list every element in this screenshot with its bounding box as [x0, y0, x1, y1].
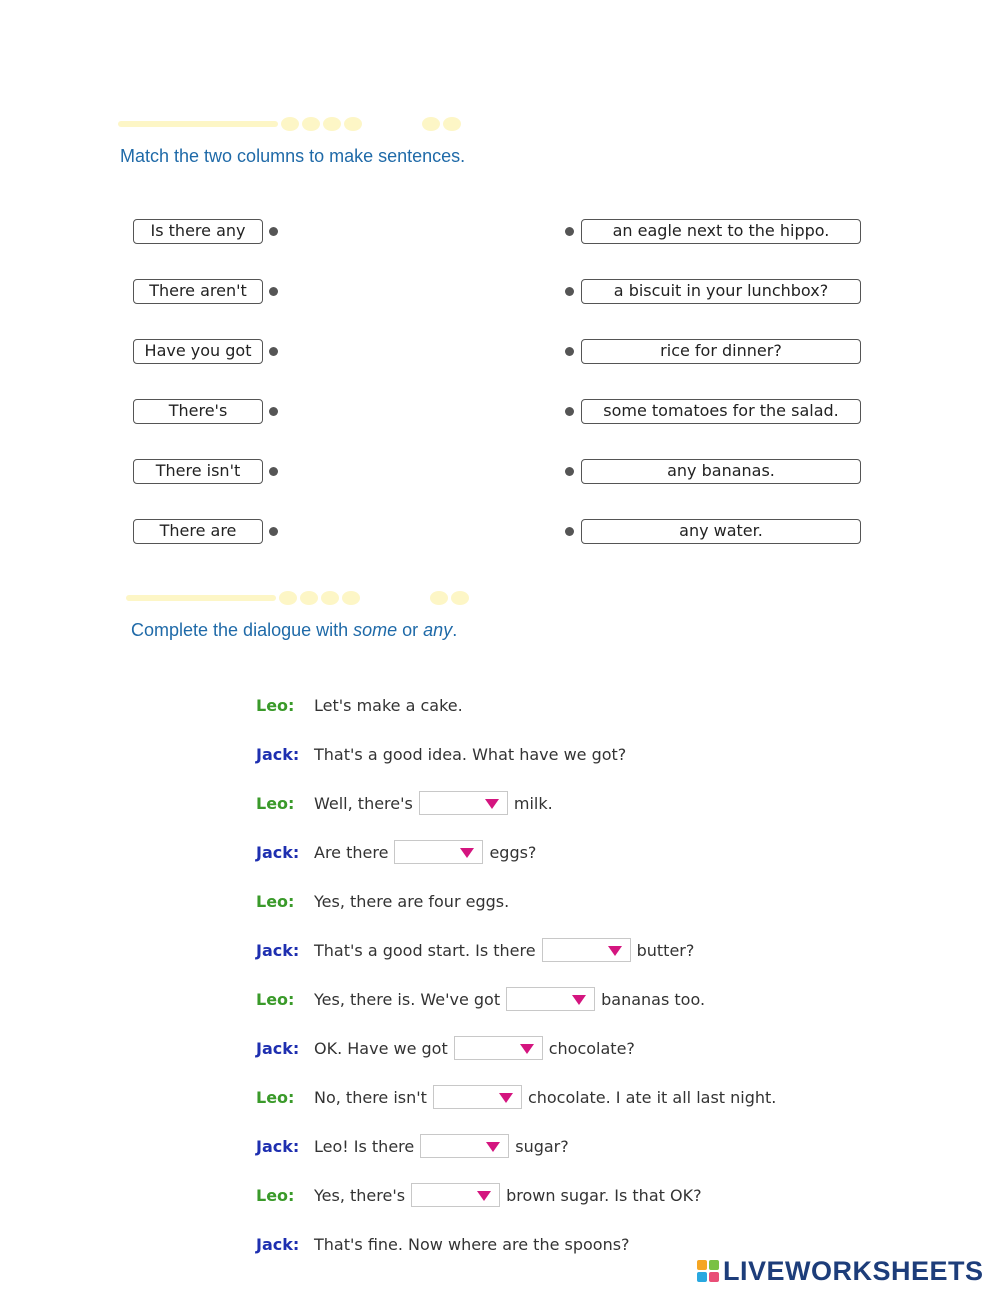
- speaker-leo: Leo:: [256, 1087, 295, 1107]
- match-point-left-2[interactable]: [269, 287, 278, 296]
- word-some: some: [353, 620, 398, 640]
- speaker-leo: Leo:: [256, 1185, 295, 1205]
- dropdown-arrow-icon: [485, 799, 499, 809]
- line-text-after: butter?: [636, 940, 695, 960]
- dropdown-arrow-icon: [460, 848, 474, 858]
- line-text-before: Yes, there is. We've got: [314, 989, 501, 1009]
- line-text-before: No, there isn't: [314, 1087, 427, 1107]
- line-text-after: brown sugar. Is that OK?: [506, 1185, 702, 1205]
- line-text-after: chocolate. I ate it all last night.: [527, 1087, 777, 1107]
- match-left-6[interactable]: There are: [133, 519, 263, 544]
- line-text: That's fine. Now where are the spoons?: [314, 1234, 630, 1254]
- speaker-jack: Jack:: [256, 1234, 300, 1254]
- speaker-leo: Leo:: [256, 891, 295, 911]
- dropdown-arrow-icon: [520, 1044, 534, 1054]
- match-point-right-4[interactable]: [565, 407, 574, 416]
- dropdown-arrow-icon: [608, 946, 622, 956]
- logo-text: LIVEWORKSHEETS: [723, 1255, 984, 1286]
- dialogue-line-9: [256, 1085, 776, 1109]
- match-point-left-3[interactable]: [269, 347, 278, 356]
- answer-dropdown-2[interactable]: [394, 840, 483, 864]
- speaker-jack: Jack:: [256, 1136, 300, 1156]
- match-left-4[interactable]: There's: [133, 399, 263, 424]
- match-right-5[interactable]: any bananas.: [581, 459, 861, 484]
- line-text-after: chocolate?: [548, 1038, 635, 1058]
- dialogue-line-4: [256, 840, 536, 864]
- match-point-left-4[interactable]: [269, 407, 278, 416]
- dropdown-arrow-icon: [572, 995, 586, 1005]
- match-right-3[interactable]: rice for dinner?: [581, 339, 861, 364]
- answer-dropdown-3[interactable]: [542, 938, 631, 962]
- line-text: Let's make a cake.: [314, 695, 463, 715]
- dialogue-line-2: [256, 742, 626, 766]
- match-right-4[interactable]: some tomatoes for the salad.: [581, 399, 861, 424]
- match-point-left-6[interactable]: [269, 527, 278, 536]
- match-point-right-6[interactable]: [565, 527, 574, 536]
- speaker-jack: Jack:: [256, 842, 300, 862]
- dialogue-line-7: [256, 987, 705, 1011]
- speaker-leo: Leo:: [256, 793, 295, 813]
- speaker-leo: Leo:: [256, 695, 295, 715]
- line-text-before: OK. Have we got: [314, 1038, 448, 1058]
- dialogue-line-8: [256, 1036, 635, 1060]
- instruction-text: Complete the dialogue with: [131, 620, 354, 640]
- speaker-leo: Leo:: [256, 989, 295, 1009]
- dialogue-instruction: [131, 620, 457, 641]
- line-text-before: Well, there's: [314, 793, 413, 813]
- match-right-6[interactable]: any water.: [581, 519, 861, 544]
- match-left-5[interactable]: There isn't: [133, 459, 263, 484]
- word-any: any: [423, 620, 453, 640]
- dialogue-line-12: [256, 1232, 630, 1256]
- line-text-after: sugar?: [515, 1136, 569, 1156]
- match-right-2[interactable]: a biscuit in your lunchbox?: [581, 279, 861, 304]
- dialogue-line-5: [256, 889, 509, 913]
- decorative-stripe: [118, 116, 461, 132]
- dialogue-line-6: [256, 938, 694, 962]
- line-text-before: Yes, there's: [314, 1185, 406, 1205]
- line-text-after: eggs?: [489, 842, 537, 862]
- dialogue-line-1: [256, 693, 463, 717]
- match-point-left-5[interactable]: [269, 467, 278, 476]
- match-left-1[interactable]: Is there any: [133, 219, 263, 244]
- answer-dropdown-5[interactable]: [454, 1036, 543, 1060]
- speaker-jack: Jack:: [256, 744, 300, 764]
- match-left-2[interactable]: There aren't: [133, 279, 263, 304]
- match-point-right-5[interactable]: [565, 467, 574, 476]
- answer-dropdown-8[interactable]: [411, 1183, 500, 1207]
- line-text-before: Are there: [314, 842, 389, 862]
- answer-dropdown-1[interactable]: [419, 791, 508, 815]
- dialogue-line-11: [256, 1183, 702, 1207]
- match-left-3[interactable]: Have you got: [133, 339, 263, 364]
- match-point-right-2[interactable]: [565, 287, 574, 296]
- dialogue-line-10: [256, 1134, 569, 1158]
- logo-mark-icon: [697, 1260, 719, 1282]
- instruction-end: .: [452, 620, 458, 640]
- line-text-before: Leo! Is there: [314, 1136, 415, 1156]
- match-point-right-1[interactable]: [565, 227, 574, 236]
- dropdown-arrow-icon: [486, 1142, 500, 1152]
- speaker-jack: Jack:: [256, 940, 300, 960]
- decorative-stripe-2: [126, 590, 469, 606]
- dialogue-line-3: [256, 791, 553, 815]
- dropdown-arrow-icon: [477, 1191, 491, 1201]
- line-text-after: bananas too.: [601, 989, 706, 1009]
- answer-dropdown-4[interactable]: [506, 987, 595, 1011]
- line-text-after: milk.: [513, 793, 553, 813]
- answer-dropdown-7[interactable]: [420, 1134, 509, 1158]
- word-or: or: [397, 620, 424, 640]
- line-text: Yes, there are four eggs.: [314, 891, 510, 911]
- answer-dropdown-6[interactable]: [433, 1085, 522, 1109]
- match-right-1[interactable]: an eagle next to the hippo.: [581, 219, 861, 244]
- match-point-left-1[interactable]: [269, 227, 278, 236]
- match-instruction: Match the two columns to make sentences.: [120, 146, 466, 166]
- liveworksheets-logo: [697, 1254, 984, 1288]
- line-text: That's a good idea. What have we got?: [314, 744, 627, 764]
- line-text-before: That's a good start. Is there: [314, 940, 536, 960]
- dropdown-arrow-icon: [499, 1093, 513, 1103]
- match-point-right-3[interactable]: [565, 347, 574, 356]
- speaker-jack: Jack:: [256, 1038, 300, 1058]
